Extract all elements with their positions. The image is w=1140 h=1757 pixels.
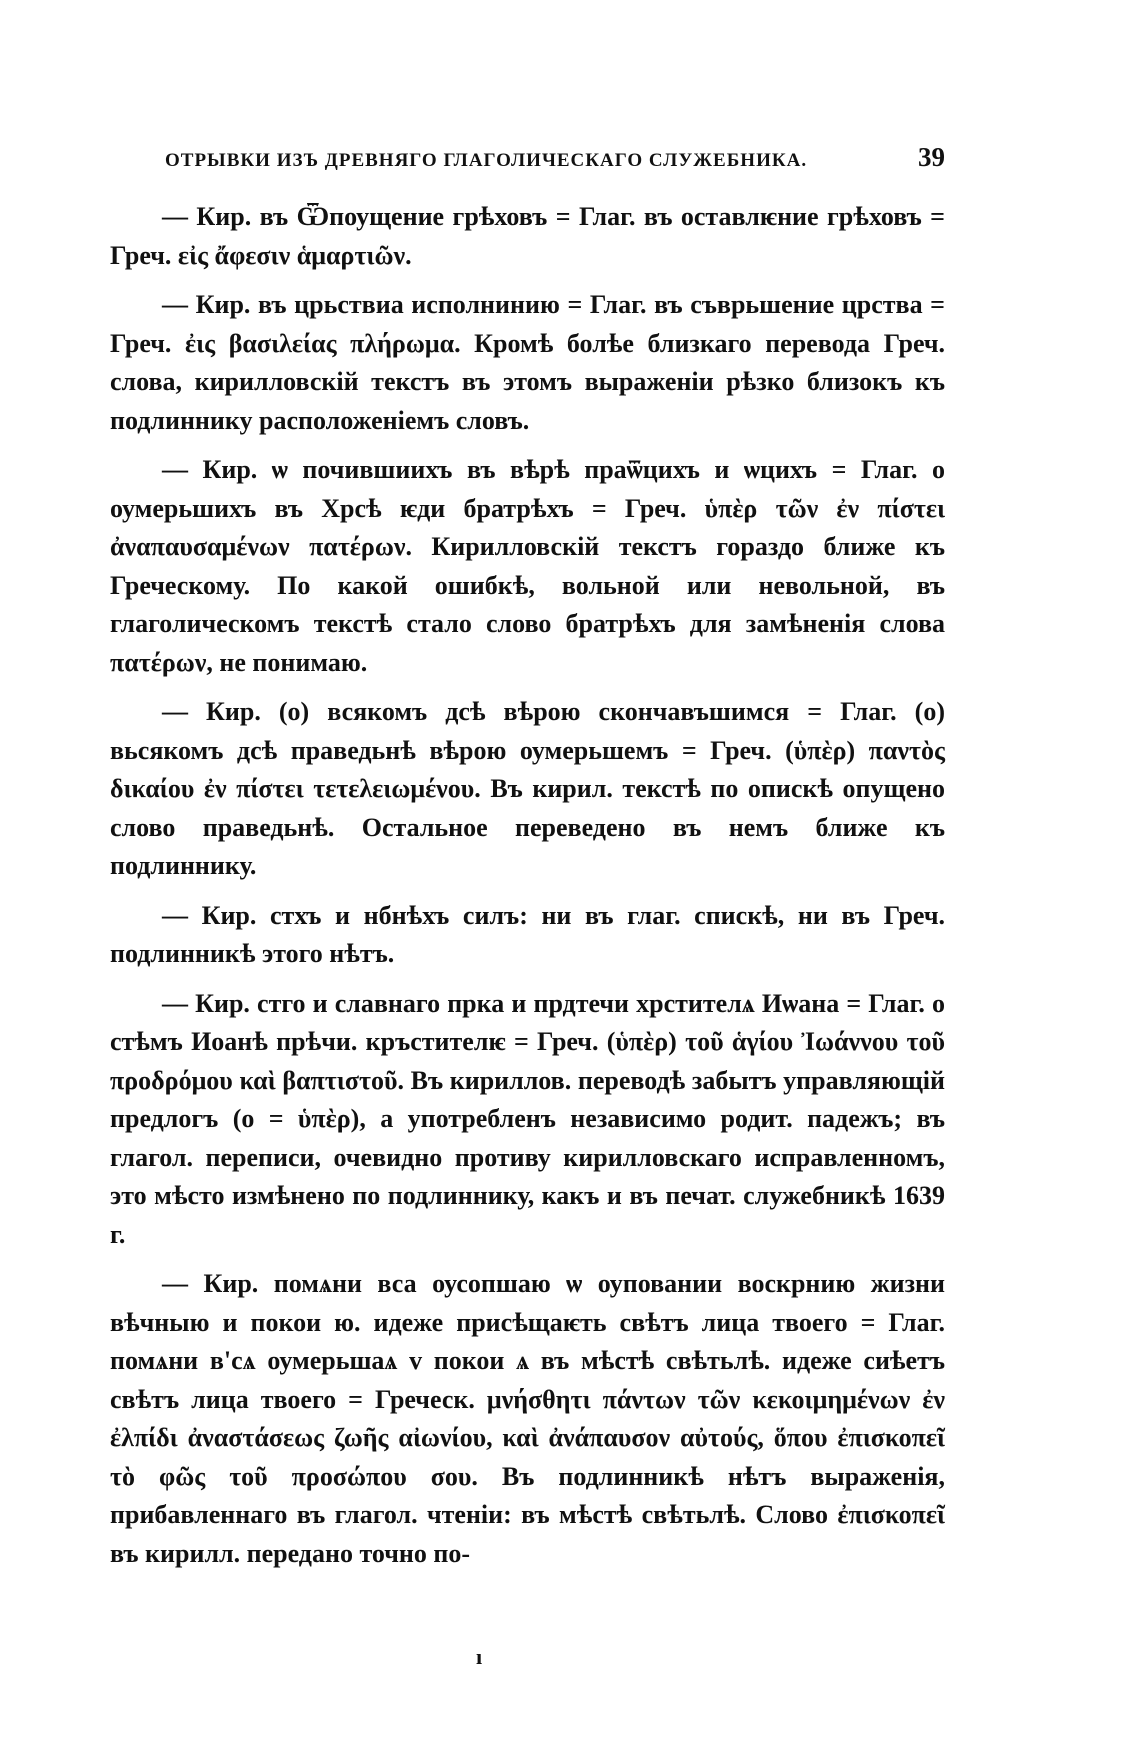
paragraph: — Кир. помѧни вса оусопшаю ѡ оуповании воскрнию жизни вѣчныю и покои ю. идеже присѣщаѥть свѣтъ лица твоего = Глаг. помѧни в'сѧ оумерьшаѧ v покои ѧ въ мѣстѣ свѣтьлѣ. идеже сиѣетъ свѣтъ лица твоего = Греческ. μνήσθητι πάντων τῶν κεκοιμημένων ἐν ἐλπίδι ἀναστάσεως ζωῆς αἰωνίου, καὶ ἀνάπαυσον αὐτούς, ὅπου ἐπισκοπεῖ τὸ φῶς τοῦ προσώπου σου. Въ подлинникѣ нѣтъ выраженія, прибавленнаго въ глагол. чтеніи: въ мѣстѣ свѣтьлѣ. Слово ἐπισκοπεῖ въ кирилл. передано точно по-	[110, 1269, 945, 1568]
page-header	[165, 142, 945, 173]
footer-mark: ı	[476, 1644, 483, 1669]
paragraph: — Кир. стхъ и нбнѣхъ силъ: ни въ глаг. спискѣ, ни въ Греч. подлинникѣ этого нѣтъ.	[110, 900, 945, 968]
paragraph: — Кир. (о) всякомъ дсѣ вѣрою скончавъшимся = Глаг. (о) вьсякомъ дсѣ праведьнѣ вѣрою оумерьшемъ = Греч. (ὑπὲρ) παντὸς δικαίου ἐν πίστει τετελειωμένου. Въ кирил. текстѣ по опискѣ опущено слово праведьнѣ. Остальное переведено въ немъ ближе къ подлиннику.	[110, 697, 945, 880]
paragraph: — Кир. стго и славнаго прка и прдтечи хрстителѧ Иѡана = Глаг. о стѣмъ Иоанѣ прѣчи. кръстителѥ = Греч. (ὑπὲρ) τοῦ ἁγίου Ἰωάννου τοῦ προδρόμου καὶ βαπτιστοῦ. Въ кириллов. переводѣ забытъ управляющій предлогъ (о = ὑπὲρ), а употребленъ независимо родит. падежъ; въ глагол. переписи, очевидно противу кирилловскаго исправленномъ, это мѣсто измѣнено по подлиннику, какъ и въ печат. служебникѣ 1639 г.	[110, 988, 945, 1249]
page-body	[110, 198, 945, 1584]
paragraph: — Кир. ѡ почившиихъ въ вѣрѣ праѿцихъ и ѡцихъ = Глаг. о оумерьшихъ въ Хрсѣ ѥди братрѣхъ = Греч. ὑπὲρ τῶν ἐν πίστει ἀναπαυσαμένων πατέρων. Кирилловскій текстъ гораздо ближе къ Греческому. По какой ошибкѣ, вольной или невольной, въ глаголическомъ текстѣ стало слово братрѣхъ для замѣненія слова πατέρων, не понимаю.	[110, 455, 945, 677]
running-title: ОТРЫВКИ ИЗЪ ДРЕВНЯГО ГЛАГОЛИЧЕСКАГО СЛУЖЕБНИКА.	[165, 150, 808, 171]
paragraph: — Кир. въ црьствиа исполнинию = Глаг. въ съврьшение црства = Греч. ἐις βασιλείας πλήρωμα. Кромѣ болѣе близкаго перевода Греч. слова, кирилловскій текстъ въ этомъ выраженіи рѣзко близокъ къ подлиннику расположеніемъ словъ.	[110, 290, 945, 435]
paragraph: — Кир. въ Ѿпоущение грѣховъ = Глаг. въ оставлѥние грѣховъ = Греч. εἰς ἄφεσιν ἁμαρτιῶν.	[110, 202, 945, 270]
page-number: 39	[918, 142, 945, 172]
